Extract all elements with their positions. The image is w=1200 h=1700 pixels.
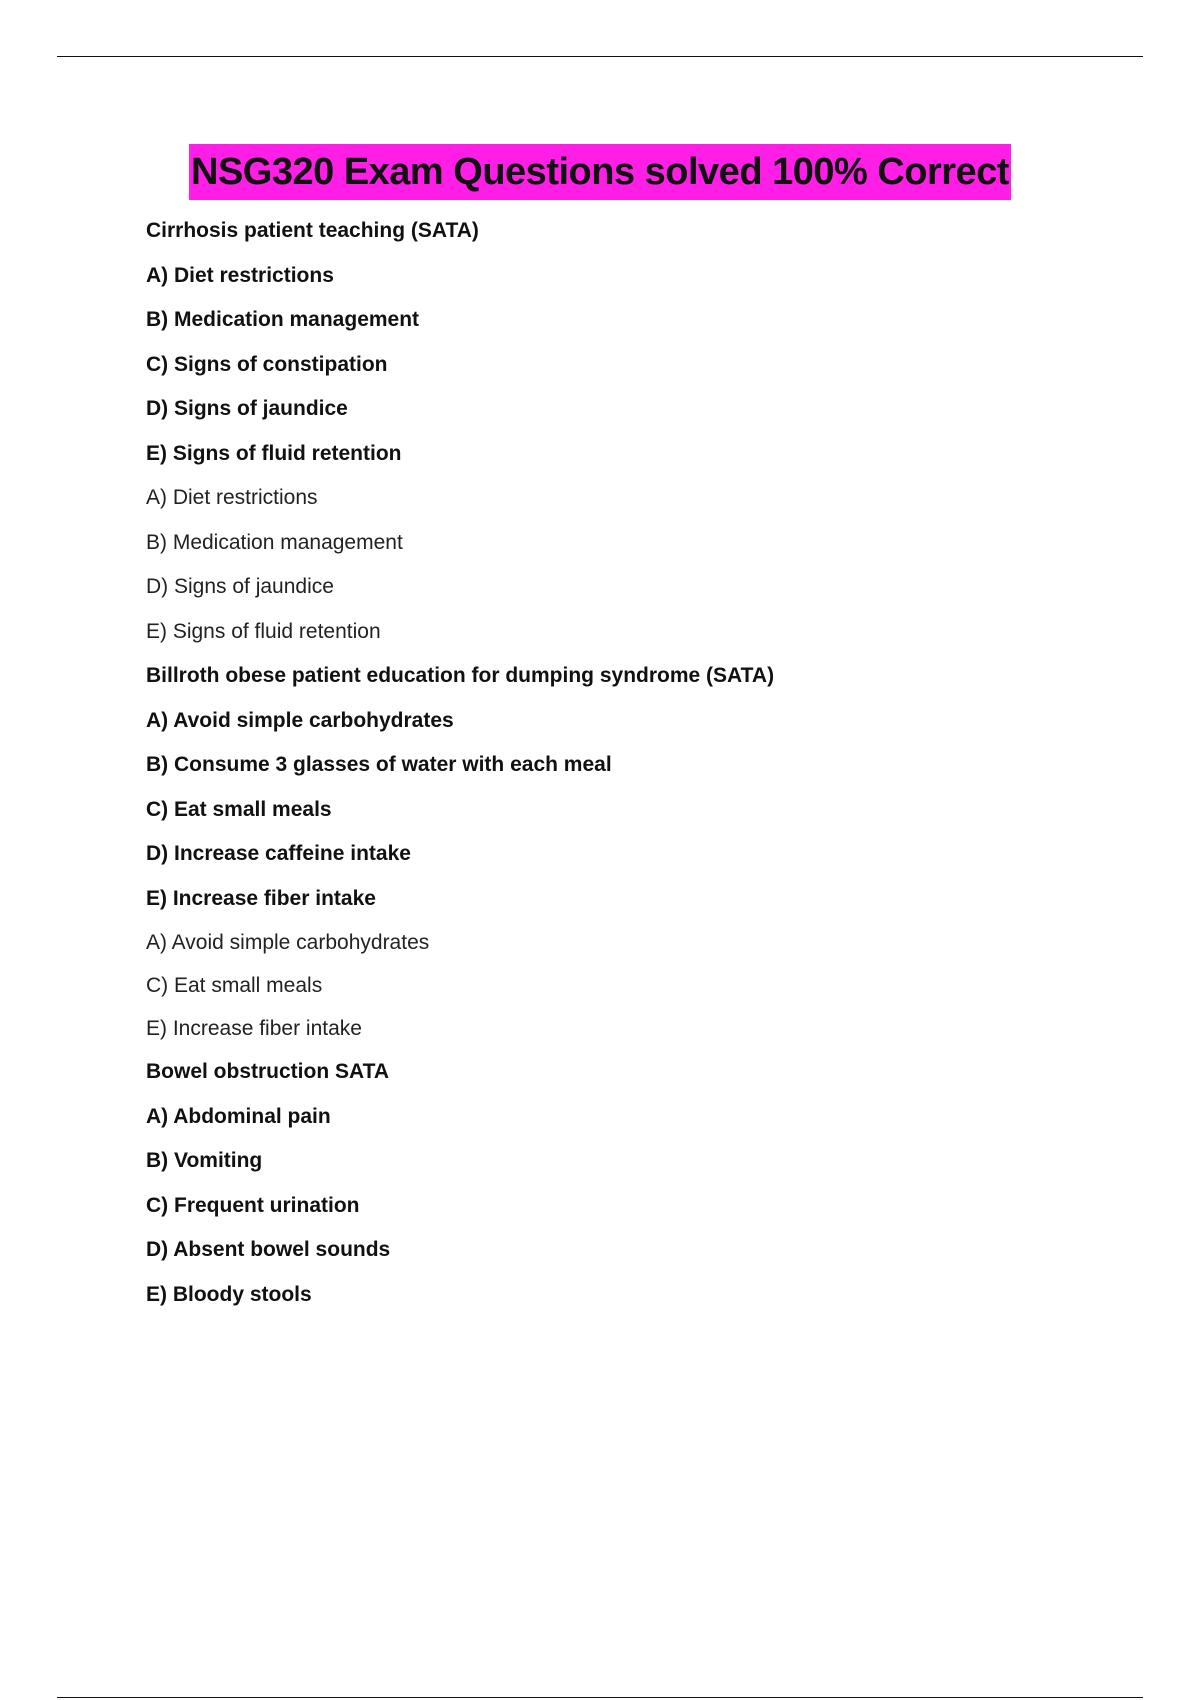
- answer-item: C) Eat small meals: [146, 974, 323, 997]
- option-c: C) Frequent urination: [146, 1193, 360, 1217]
- header-rule: [57, 56, 1143, 57]
- answer-list: [146, 930, 1106, 1042]
- option-d: D) Signs of jaundice: [146, 397, 348, 420]
- title-wrapper: [0, 144, 1200, 200]
- document-title: NSG320 Exam Questions solved 100% Correct: [189, 144, 1011, 200]
- answer-item: A) Diet restrictions: [146, 486, 318, 509]
- option-b: B) Medication management: [146, 308, 420, 331]
- document-body: [146, 218, 1106, 1326]
- answer-item: E) Signs of fluid retention: [146, 619, 381, 643]
- answer-item: A) Avoid simple carbohydrates: [146, 931, 430, 954]
- answer-item: E) Increase fiber intake: [146, 1017, 362, 1040]
- option-c: C) Eat small meals: [146, 797, 332, 821]
- option-d: D) Absent bowel sounds: [146, 1238, 391, 1261]
- option-b: B) Vomiting: [146, 1149, 263, 1172]
- option-b: B) Consume 3 glasses of water with each meal: [146, 753, 612, 776]
- option-a: A) Diet restrictions: [146, 263, 334, 287]
- option-d: D) Increase caffeine intake: [146, 842, 411, 865]
- question-prompt: Cirrhosis patient teaching (SATA): [146, 219, 479, 242]
- question-block-3: [146, 1059, 1106, 1308]
- footer-rule: [57, 1697, 1143, 1698]
- answer-item: D) Signs of jaundice: [146, 575, 334, 598]
- option-e: E) Signs of fluid retention: [146, 441, 402, 465]
- question-block-1: [146, 218, 1106, 645]
- question-prompt: Billroth obese patient education for dumping syndrome (SATA): [146, 664, 775, 687]
- question-prompt: Bowel obstruction SATA: [146, 1060, 390, 1083]
- option-e: E) Bloody stools: [146, 1282, 312, 1306]
- option-e: E) Increase fiber intake: [146, 886, 376, 910]
- option-a: A) Avoid simple carbohydrates: [146, 708, 454, 732]
- answer-list: [146, 485, 1106, 645]
- option-a: A) Abdominal pain: [146, 1104, 331, 1128]
- question-block-2: [146, 663, 1106, 1042]
- answer-item: B) Medication management: [146, 530, 403, 554]
- option-c: C) Signs of constipation: [146, 352, 388, 376]
